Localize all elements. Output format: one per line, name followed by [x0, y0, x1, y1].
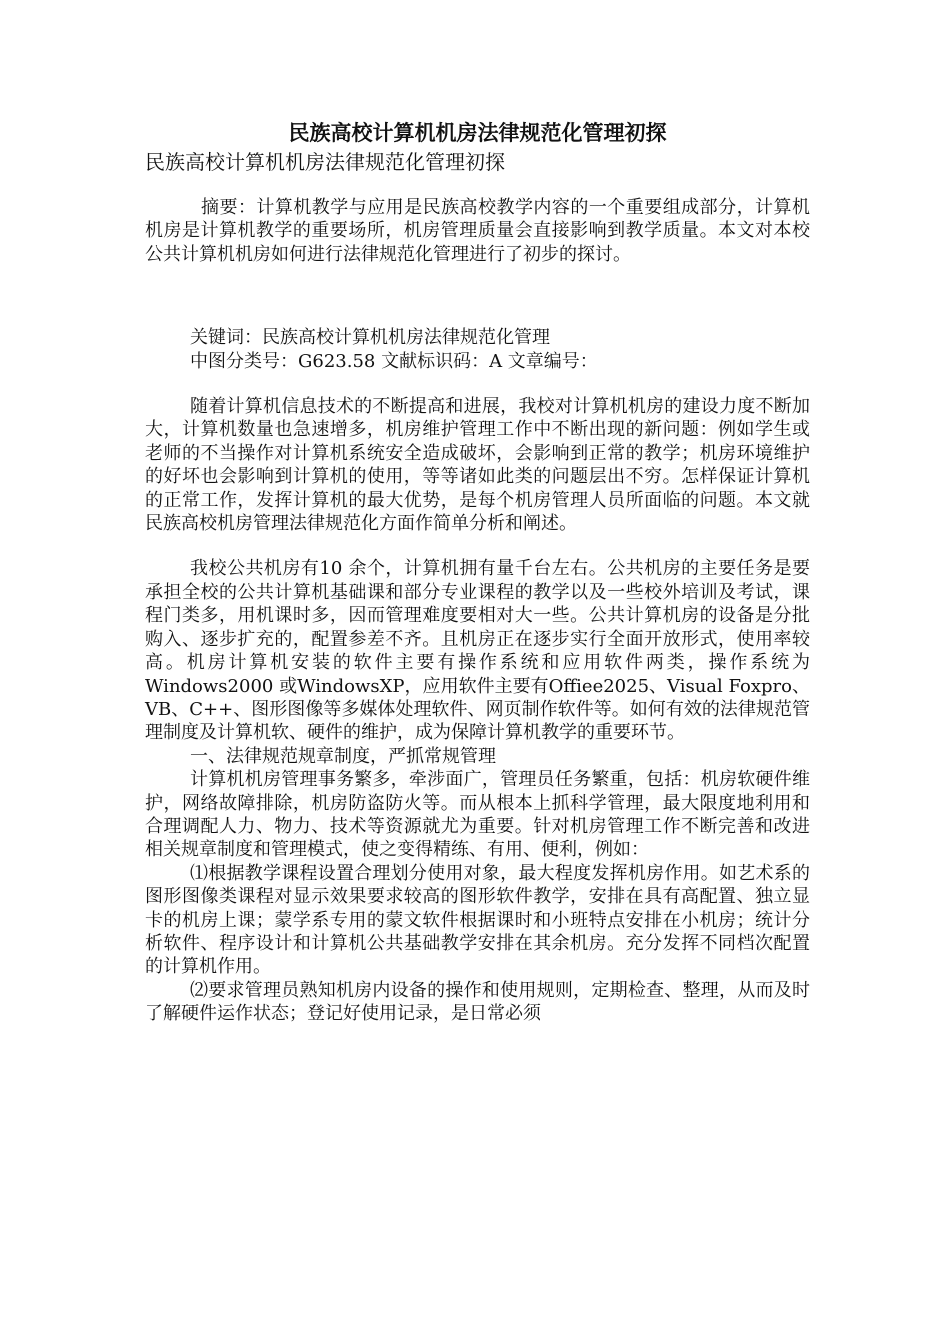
abstract-paragraph: 摘要：计算机教学与应用是民族高校教学内容的一个重要组成部分，计算机机房是计算机教学的重要场所，机房管理质量会直接影响到教学质量。本文对本校公共计算机机房如何进行法律规范化管理进行了初步的探讨。: [145, 197, 810, 265]
list-item-2: ⑵要求管理员熟知机房内设备的操作和使用规则，定期检查、整理，从而及时了解硬件运作状态；登记好使用记录，是日常必须: [145, 979, 810, 1025]
document-title: 民族高校计算机机房法律规范化管理初探: [288, 120, 667, 145]
list-item-1: ⑴根据教学课程设置合理划分使用对象，最大程度发挥机房作用。如艺术系的图形图像类课程对显示效果要求较高的图形软件教学，安排在具有高配置、独立显卡的机房上课；蒙学系专用的蒙文软件根据课时和小班特点安排在小机房；统计分析软件、程序设计和计算机公共基础教学安排在其余机房。充分发挥不同档次配置的计算机作用。: [145, 862, 810, 978]
body-paragraph-1: 随着计算机信息技术的不断提高和进展，我校对计算机机房的建设力度不断加大，计算机数量也急速增多，机房维护管理工作中不断出现的新问题：例如学生或老师的不当操作对计算机系统安全造成破坏，会影响到正常的教学；机房环境维护的好坏也会影响到计算机的使用，等等诸如此类的问题层出不穷。怎样保证计算机的正常工作，发挥计算机的最大优势，是每个机房管理人员所面临的问题。本文就民族高校机房管理法律规范化方面作简单分析和阐述。: [145, 396, 810, 535]
body-paragraph-3: 计算机机房管理事务繁多，牵涉面广，管理员任务繁重，包括：机房软硬件维护，网络故障排除，机房防盗防火等。而从根本上抓科学管理，最大限度地利用和合理调配人力、物力、技术等资源就尤为重要。针对机房管理工作不断完善和改进相关规章制度和管理模式，使之变得精练、有用、便利，例如：: [145, 769, 810, 861]
keywords-line: 关键词：民族高校计算机机房法律规范化管理: [190, 327, 550, 349]
document-subtitle: 民族高校计算机机房法律规范化管理初探: [145, 150, 505, 174]
section-heading-1: 一、法律规范规章制度，严抓常规管理: [190, 745, 496, 767]
document-page: [145, 118, 810, 1026]
body-paragraph-2: 我校公共机房有10 余个，计算机拥有量千台左右。公共机房的主要任务是要承担全校的公共计算机基础课和部分专业课程的教学以及一些校外培训及考试，课程门类多，用机课时多，因而管理难度要相对大一些。公共计算机房的设备是分批购入、逐步扩充的，配置参差不齐。且机房正在逐步实行全面开放形式，使用率较高。机房计算机安装的软件主要有操作系统和应用软件两类，操作系统为Windows2000 或WindowsXP，应用软件主要有Offiee2025、Visual Foxpro、VB、C++、图形图像等多媒体处理软件、网页制作软件等。如何有效的法律规范管理制度及计算机软、硬件的维护，成为保障计算机教学的重要环节。: [145, 558, 810, 744]
classification-line: 中图分类号：G623.58 文献标识码：A 文章编号：: [190, 350, 598, 372]
